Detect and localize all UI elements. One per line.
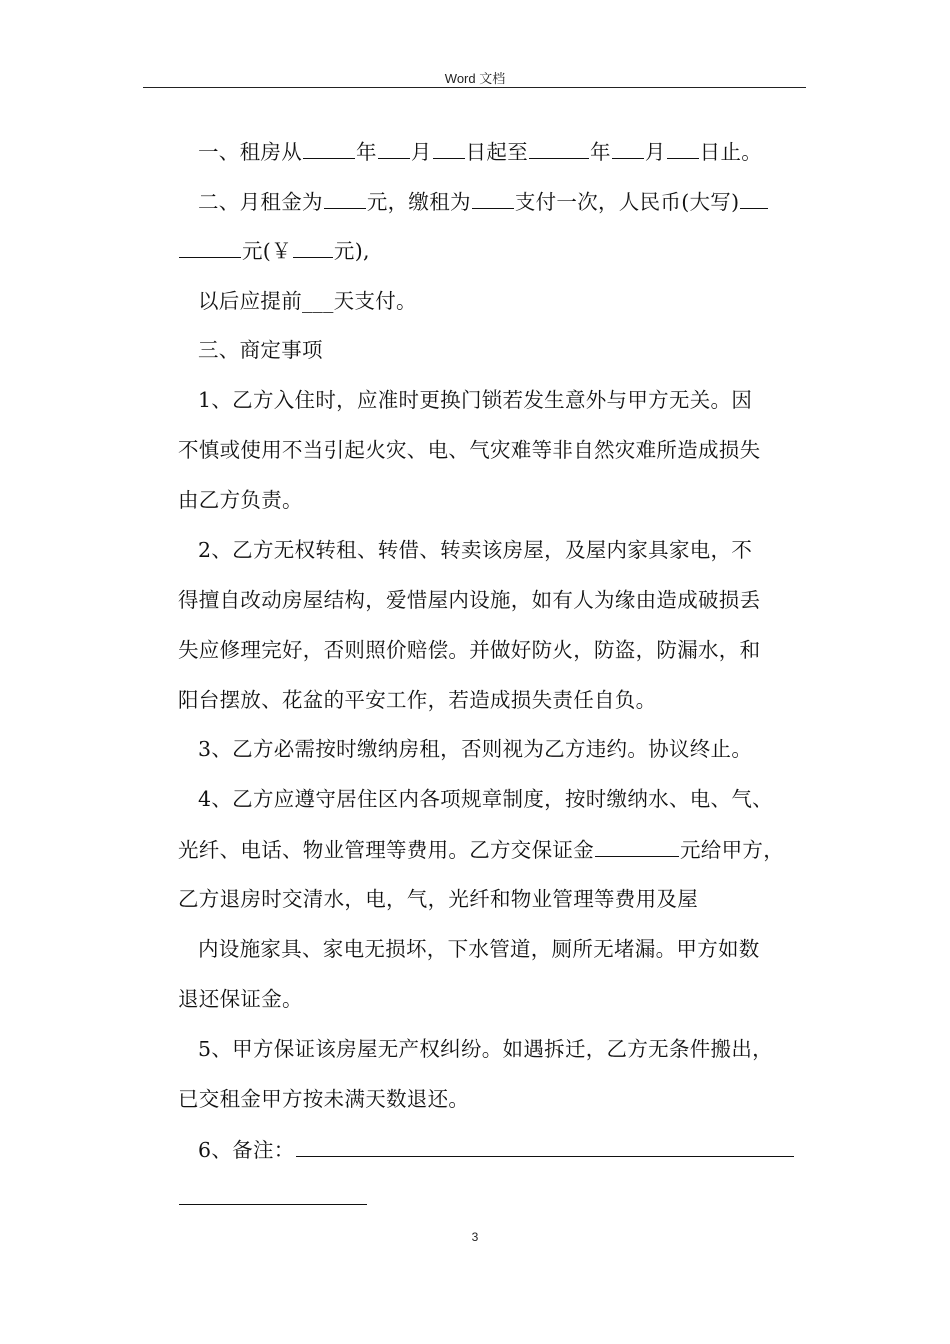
text: 二、月租金为 bbox=[198, 190, 323, 214]
text: 年 bbox=[356, 140, 377, 164]
blank-field[interactable] bbox=[740, 188, 768, 209]
clause-rent-cont bbox=[178, 237, 370, 264]
blank-field[interactable] bbox=[378, 138, 410, 159]
paragraph-line: 阳台摆放、花盆的平安工作，若造成损失责任自负。 bbox=[178, 688, 657, 712]
text: 元，缴租为 bbox=[366, 190, 471, 214]
text: 6、备注： bbox=[198, 1138, 295, 1162]
text: 年 bbox=[590, 140, 611, 164]
text: 月 bbox=[644, 140, 666, 164]
text: 一、租房从 bbox=[198, 140, 302, 164]
blank-field[interactable] bbox=[293, 237, 333, 258]
clause-remarks bbox=[198, 1136, 795, 1163]
blank-field[interactable] bbox=[433, 138, 465, 159]
blank-field[interactable] bbox=[472, 188, 514, 209]
paragraph-line: 4、乙方应遵守居住区内各项规章制度，按时缴纳水、电、气、 bbox=[198, 787, 773, 811]
paragraph-line: 已交租金甲方按未满天数退还。 bbox=[178, 1087, 470, 1111]
paragraph-line: 内设施家具、家电无损坏，下水管道，厕所无堵漏。甲方如数 bbox=[198, 937, 760, 961]
remarks-blank[interactable] bbox=[179, 1184, 367, 1205]
text: 元), bbox=[333, 239, 370, 263]
blank-field[interactable] bbox=[667, 138, 699, 159]
paragraph-line: 2、乙方无权转租、转借、转卖该房屋，及屋内家具家电，不 bbox=[198, 538, 753, 562]
paragraph-line: 1、乙方入住时，应准时更换门锁若发生意外与甲方无关。因 bbox=[198, 388, 753, 412]
blank-field[interactable] bbox=[595, 836, 679, 857]
text: 日起至 bbox=[465, 140, 529, 164]
paragraph-line: 3、乙方必需按时缴纳房租，否则视为乙方违约。协议终止。 bbox=[198, 737, 753, 761]
text: 日止。 bbox=[699, 140, 763, 164]
blank-field[interactable] bbox=[324, 188, 366, 209]
paragraph-line: 退还保证金。 bbox=[178, 987, 303, 1011]
paragraph-line: 得擅自改动房屋结构，爱惜屋内设施，如有人为缘由造成破损丢 bbox=[178, 588, 761, 612]
blank-field[interactable] bbox=[179, 237, 241, 258]
blank-field[interactable] bbox=[303, 138, 355, 159]
paragraph-line: 以后应提前___天支付。 bbox=[198, 289, 417, 313]
clause-deposit bbox=[178, 836, 784, 863]
remarks-blank-cont bbox=[178, 1184, 368, 1211]
page-header: Word 文档 bbox=[444, 71, 506, 86]
text: 支付一次，人民币(大写) bbox=[514, 190, 740, 214]
clause-rent bbox=[198, 188, 769, 215]
text: 元给甲方， bbox=[680, 838, 784, 862]
text: 月 bbox=[410, 140, 432, 164]
paragraph-line: 不慎或使用不当引起火灾、电、气灾难等非自然灾难所造成损失 bbox=[178, 438, 761, 462]
paragraph-line: 由乙方负责。 bbox=[178, 488, 303, 512]
blank-field[interactable] bbox=[529, 138, 589, 159]
text: 光纤、电话、物业管理等费用。乙方交保证金 bbox=[178, 838, 594, 862]
remarks-blank[interactable] bbox=[296, 1136, 794, 1157]
text: 元(￥ bbox=[242, 239, 292, 263]
clause-lease-period bbox=[198, 138, 762, 165]
section-heading: 三、商定事项 bbox=[198, 338, 323, 362]
blank-field[interactable] bbox=[612, 138, 644, 159]
paragraph-line: 失应修理完好，否则照价赔偿。并做好防火，防盗，防漏水，和 bbox=[178, 638, 761, 662]
paragraph-line: 乙方退房时交清水，电，气，光纤和物业管理等费用及屋 bbox=[178, 887, 698, 911]
paragraph-line: 5、甲方保证该房屋无产权纠纷。如遇拆迁，乙方无条件搬出， bbox=[198, 1037, 773, 1061]
page-number: 3 bbox=[471, 1230, 479, 1244]
header-divider bbox=[143, 87, 806, 88]
